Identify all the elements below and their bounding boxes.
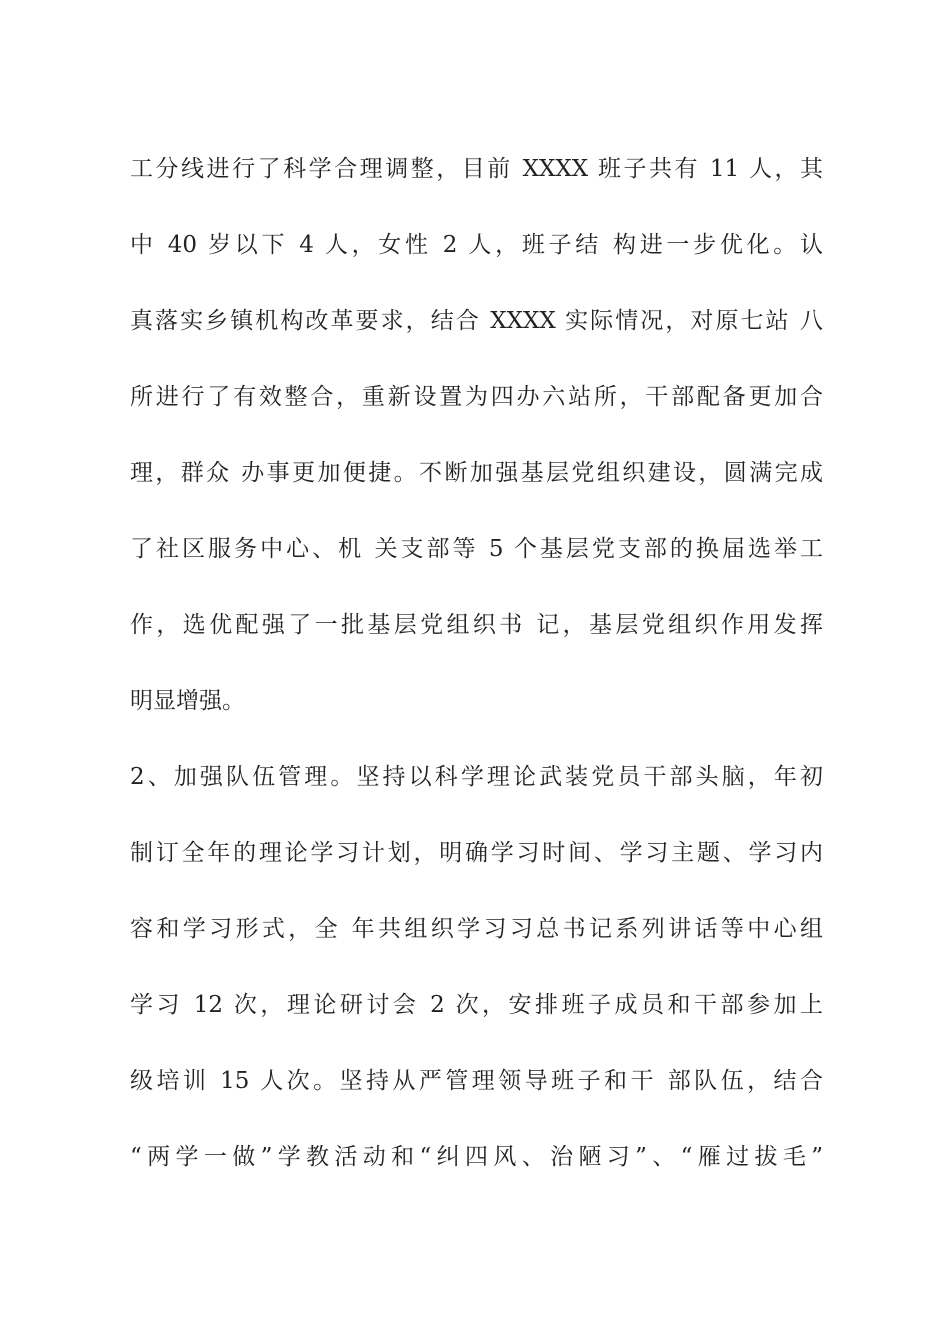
text-line: 级培训 15 人次。坚持从严管理领导班子和干 部队伍，结合 bbox=[130, 1068, 823, 1094]
text-line: 工分线进行了科学合理调整，目前 XXXX 班子共有 11 人，其 bbox=[130, 156, 823, 182]
text-line: 理，群众 办事更加便捷。不断加强基层党组织建设，圆满完成 bbox=[130, 460, 823, 486]
text-line: 容和学习形式，全 年共组织学习习总书记系列讲话等中心组 bbox=[130, 916, 823, 942]
text-line: 学习 12 次，理论研讨会 2 次，安排班子成员和干部参加上 bbox=[130, 992, 823, 1018]
text-line: 所进行了有效整合，重新设置为四办六站所，干部配备更加合 bbox=[130, 384, 823, 410]
text-line: 真落实乡镇机构改革要求，结合 XXXX 实际情况，对原七站 八 bbox=[130, 308, 823, 334]
text-line: 制订全年的理论学习计划，明确学习时间、学习主题、学习内 bbox=[130, 840, 823, 866]
text-line: “两学一做”学教活动和“纠四风、治陋习”、“雁过拔毛” bbox=[130, 1144, 823, 1170]
text-line: 作，选优配强了一批基层党组织书 记，基层党组织作用发挥 bbox=[130, 612, 823, 638]
text-line: 了社区服务中心、机 关支部等 5 个基层党支部的换届选举工 bbox=[130, 536, 823, 562]
text-line: 明显增强。 bbox=[130, 688, 245, 714]
text-line: 2、加强队伍管理。坚持以科学理论武装党员干部头脑，年初 bbox=[130, 764, 823, 790]
text-line: 中 40 岁以下 4 人，女性 2 人，班子结 构进一步优化。认 bbox=[130, 232, 823, 258]
